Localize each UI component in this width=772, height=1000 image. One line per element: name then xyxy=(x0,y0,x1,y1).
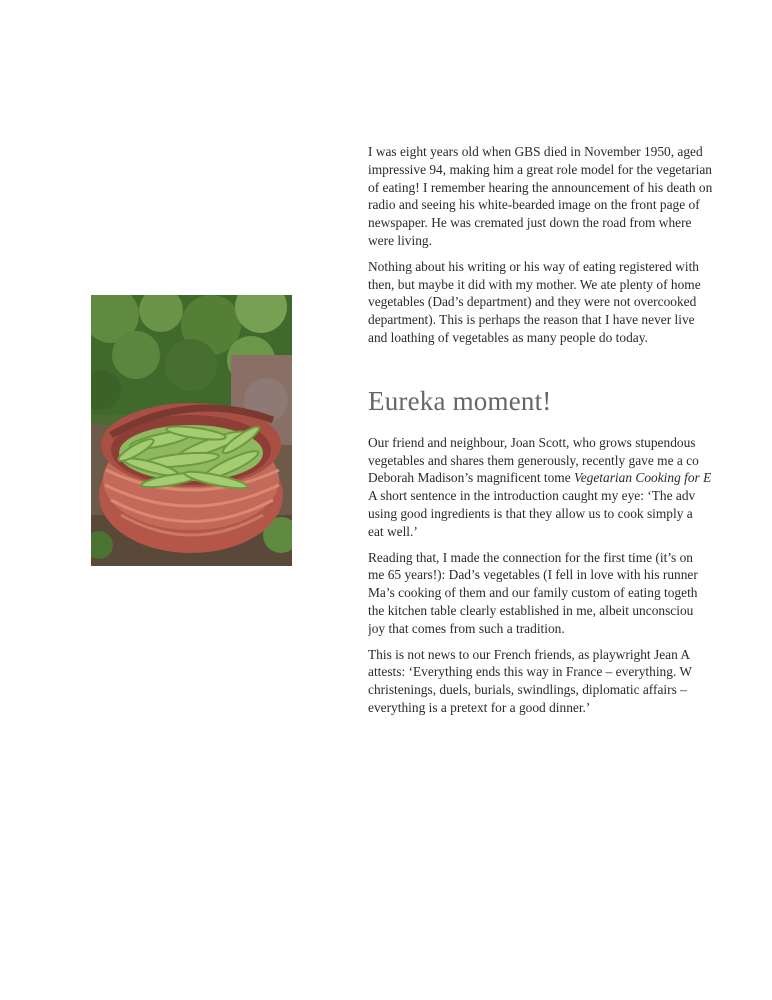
book-title: Vegetarian Cooking for E xyxy=(574,470,712,486)
paragraph-joan-scott: Our friend and neighbour, Joan Scott, who grows stupendous vegetables and shares them generously, recently gave me a co Deborah Madison’s magnificent tome Vegetarian Cooking for E A short sentence in the introduction caught my eye: ‘The adv using good ingredients is that they allow us to cook simply a eat well.’ xyxy=(368,434,712,539)
basket-photo xyxy=(91,295,292,566)
basket-of-beans-icon xyxy=(91,295,292,566)
paragraph-mother-vegetables: Nothing about his writing or his way of eating registered with then, but maybe it did with my mother. We ate plenty of home vegetables (Dad’s department) and they were not overcooked department). This is perhaps the reason that I have never live and loathing of vegetables as many people do today. xyxy=(368,258,701,345)
paragraph-connection: Reading that, I made the connection for the first time (it’s on me 65 years!): Dad’s vegetables (I fell in love with his runner Ma’s cooking of them and our family custom of eating togeth the kitchen table clearly established in me, albeit unconsciou joy that comes from such a tradition. xyxy=(368,549,698,636)
paragraph-gbs-death: I was eight years old when GBS died in November 1950, aged impressive 94, making him a great role model for the vegetarian of eating! I remember hearing the announcement of his death on radio and seeing his white-bearded image on the front page of newspaper. He was cremated just down the road from where were living. xyxy=(368,144,713,248)
paragraph-french-friends: This is not news to our French friends, as playwright Jean A attests: ‘Everything ends this way in France – everything. W christenings, duels, burials, swindlings, diplomatic affairs – everything is a pretext for a good dinner.’ xyxy=(368,646,693,715)
section-heading: Eureka moment! xyxy=(368,385,552,416)
article-text-column xyxy=(368,143,772,725)
